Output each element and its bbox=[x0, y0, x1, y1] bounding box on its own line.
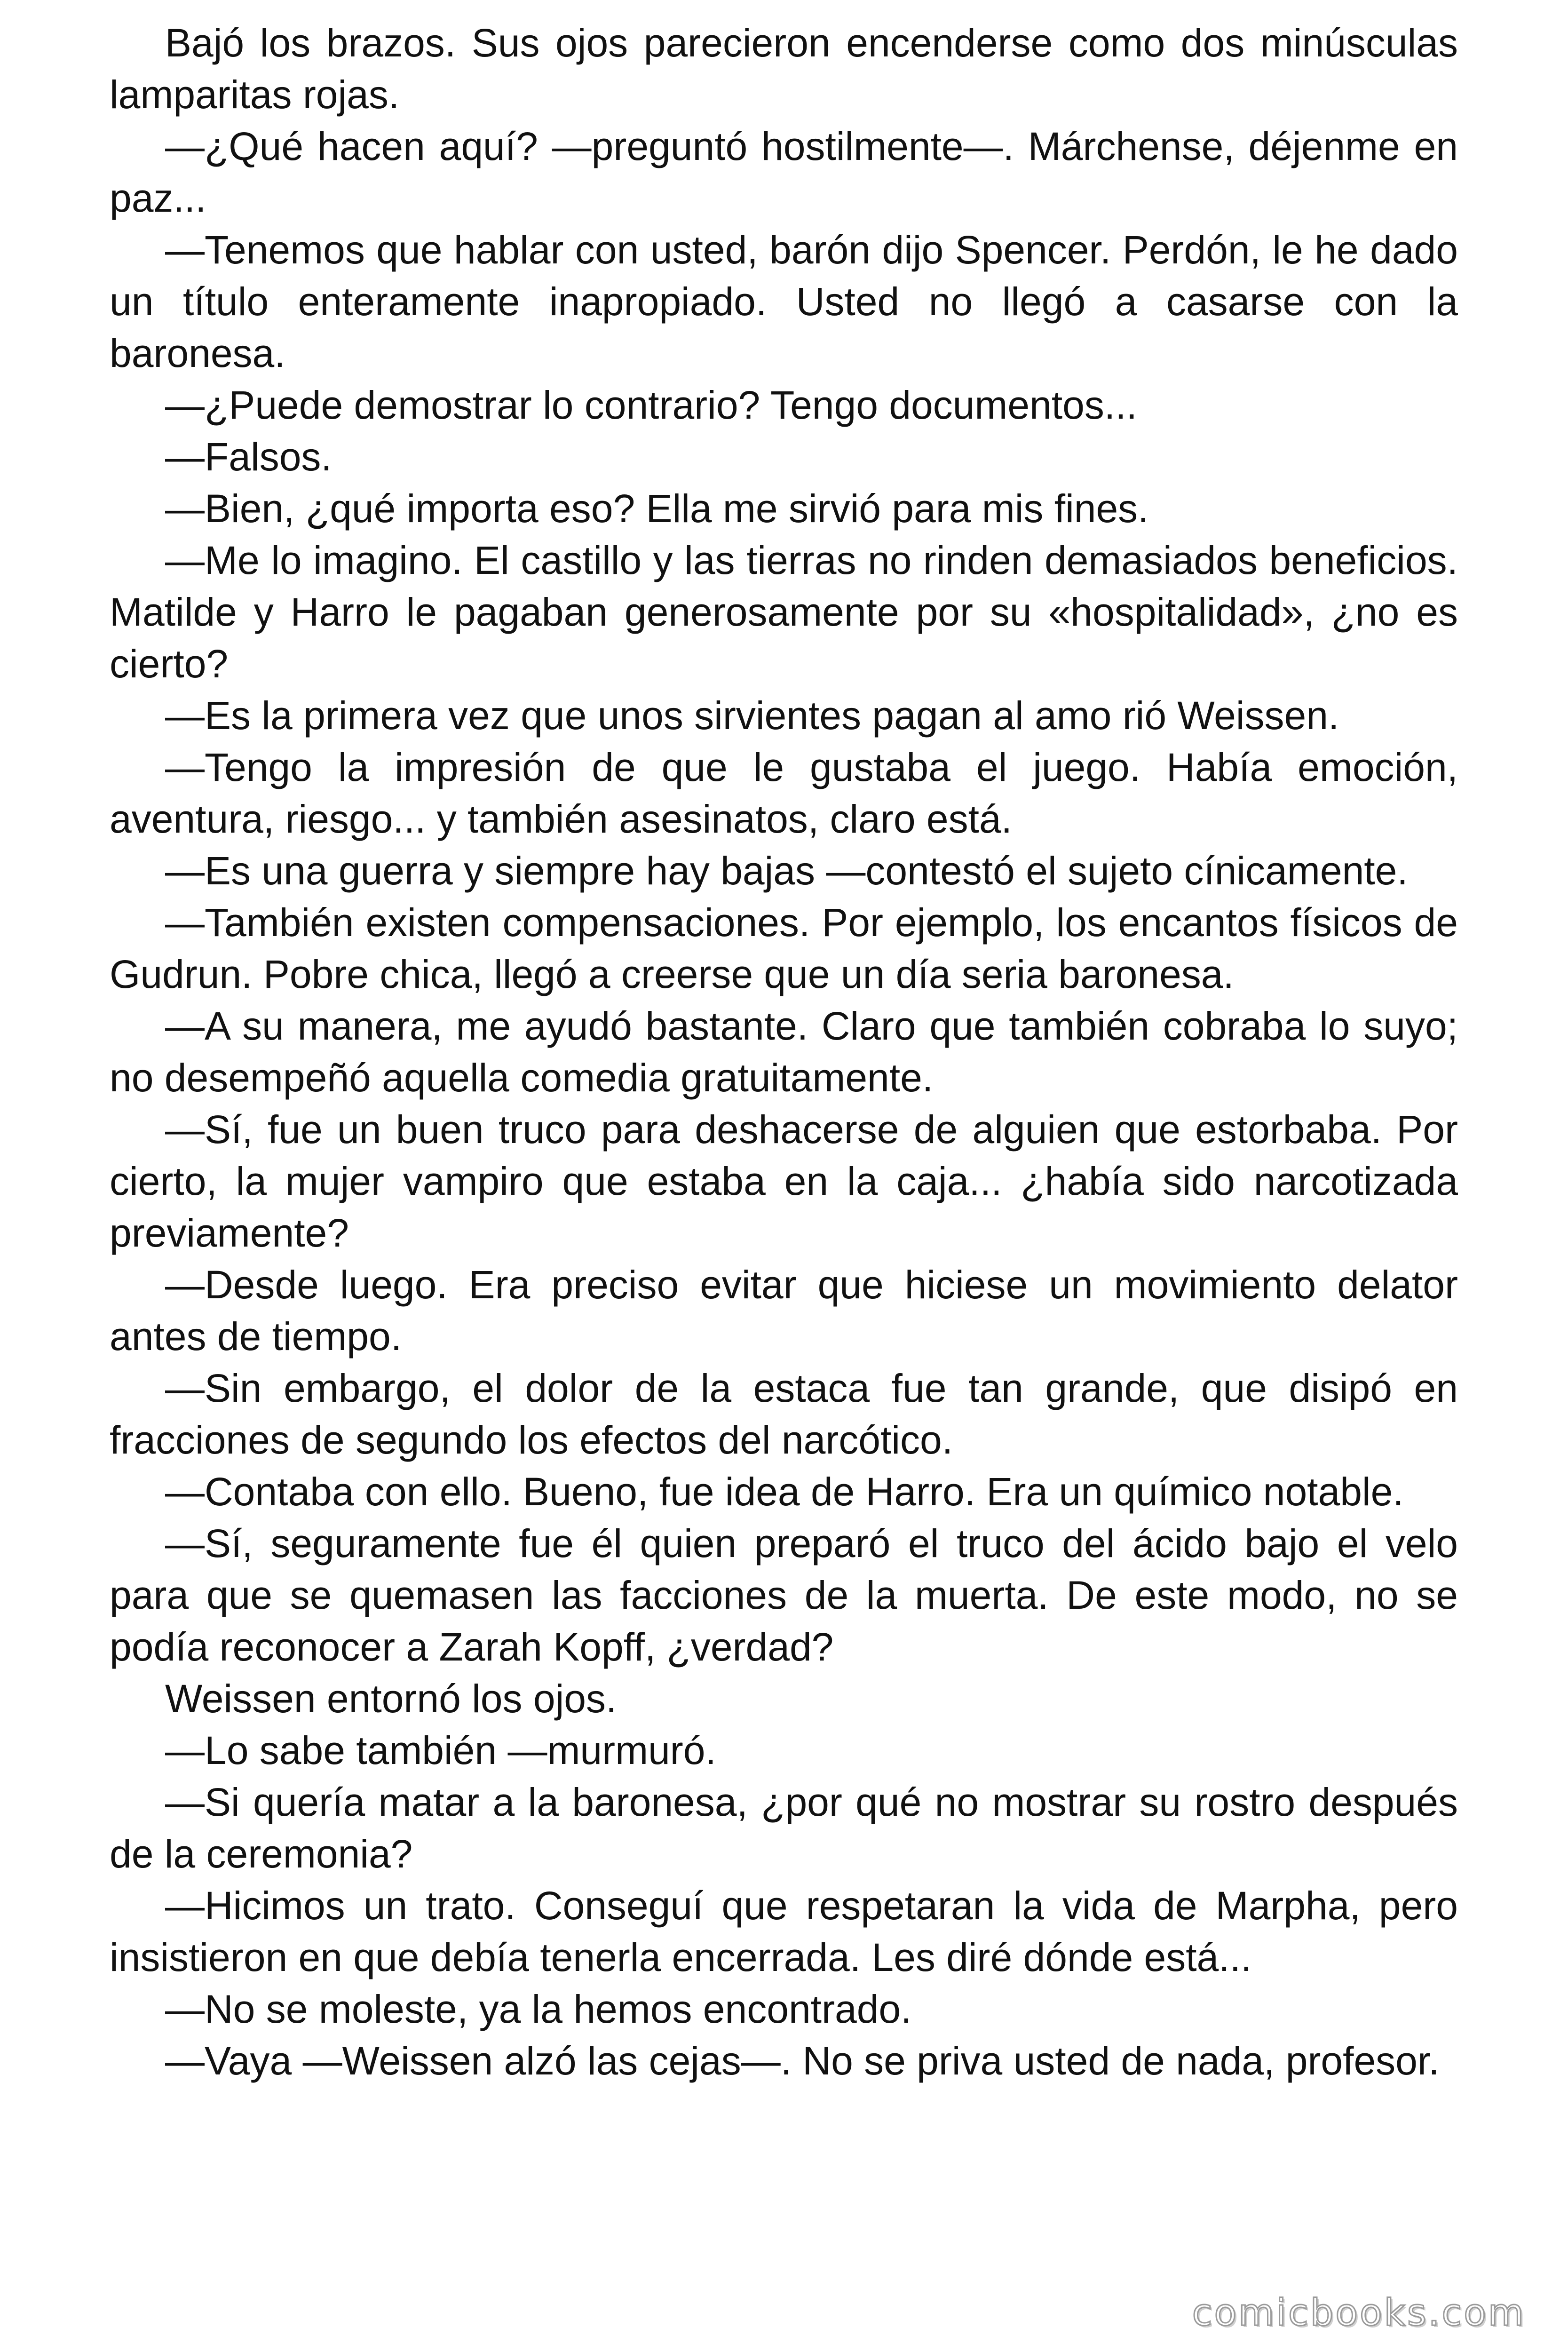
paragraph: —¿Qué hacen aquí? —preguntó hostilmente—. Márchense, déjenme en paz... bbox=[110, 124, 1458, 220]
watermark: comicbooks.com bbox=[1192, 2292, 1526, 2334]
paragraph: —Me lo imagino. El castillo y las tierras no rinden demasiados beneficios. Matilde y Harro le pagaban generosamente por su «hospitalidad», ¿no es cierto? bbox=[110, 538, 1458, 686]
paragraph: —Hicimos un trato. Conseguí que respetaran la vida de Marpha, pero insistieron en que debía tenerla encerrada. Les diré dónde está... bbox=[110, 1883, 1458, 1979]
paragraph: —Bien, ¿qué importa eso? Ella me sirvió para mis fines. bbox=[165, 486, 1149, 531]
paragraph: Weissen entornó los ojos. bbox=[165, 1677, 617, 1721]
paragraph: —Lo sabe también —murmuró. bbox=[165, 1728, 716, 1772]
paragraph: —Desde luego. Era preciso evitar que hiciese un movimiento delator antes de tiempo. bbox=[110, 1263, 1458, 1359]
paragraph: —No se moleste, ya la hemos encontrado. bbox=[165, 1987, 912, 2031]
paragraph: —Falsos. bbox=[165, 435, 332, 479]
paragraph: —Si quería matar a la baronesa, ¿por qué no mostrar su rostro después de la ceremonia? bbox=[110, 1780, 1458, 1876]
paragraph: —Es una guerra y siempre hay bajas —contestó el sujeto cínicamente. bbox=[165, 849, 1408, 893]
paragraph: —Sin embargo, el dolor de la estaca fue tan grande, que disipó en fracciones de segundo los efectos del narcótico. bbox=[110, 1366, 1458, 1462]
paragraph: —Tengo la impresión de que le gustaba el juego. Había emoción, aventura, riesgo... y también asesinatos, claro está. bbox=[110, 745, 1458, 841]
paragraph: —¿Puede demostrar lo contrario? Tengo documentos... bbox=[165, 383, 1137, 427]
paragraph: —Sí, fue un buen truco para deshacerse de alguien que estorbaba. Por cierto, la mujer vampiro que estaba en la caja... ¿había sido narcotizada previamente? bbox=[110, 1107, 1458, 1255]
paragraph: —También existen compensaciones. Por ejemplo, los encantos físicos de Gudrun. Pobre chica, llegó a creerse que un día seria baronesa. bbox=[110, 900, 1458, 996]
paragraph: Bajó los brazos. Sus ojos parecieron encenderse como dos minúsculas lamparitas rojas. bbox=[110, 21, 1458, 117]
page-text bbox=[110, 17, 1458, 2087]
paragraph: —Sí, seguramente fue él quien preparó el truco del ácido bajo el velo para que se quemasen las facciones de la muerta. De este modo, no se podía reconocer a Zarah Kopff, ¿verdad? bbox=[110, 1521, 1458, 1669]
paragraph: —Tenemos que hablar con usted, barón dijo Spencer. Perdón, le he dado un título enteramente inapropiado. Usted no llegó a casarse con la baronesa. bbox=[110, 228, 1458, 375]
paragraph: —A su manera, me ayudó bastante. Claro que también cobraba lo suyo; no desempeñó aquella comedia gratuitamente. bbox=[110, 1004, 1458, 1100]
paragraph: —Es la primera vez que unos sirvientes pagan al amo rió Weissen. bbox=[165, 693, 1339, 738]
paragraph: —Contaba con ello. Bueno, fue idea de Harro. Era un químico notable. bbox=[165, 1470, 1404, 1514]
paragraph: —Vaya —Weissen alzó las cejas—. No se priva usted de nada, profesor. bbox=[165, 2039, 1440, 2083]
